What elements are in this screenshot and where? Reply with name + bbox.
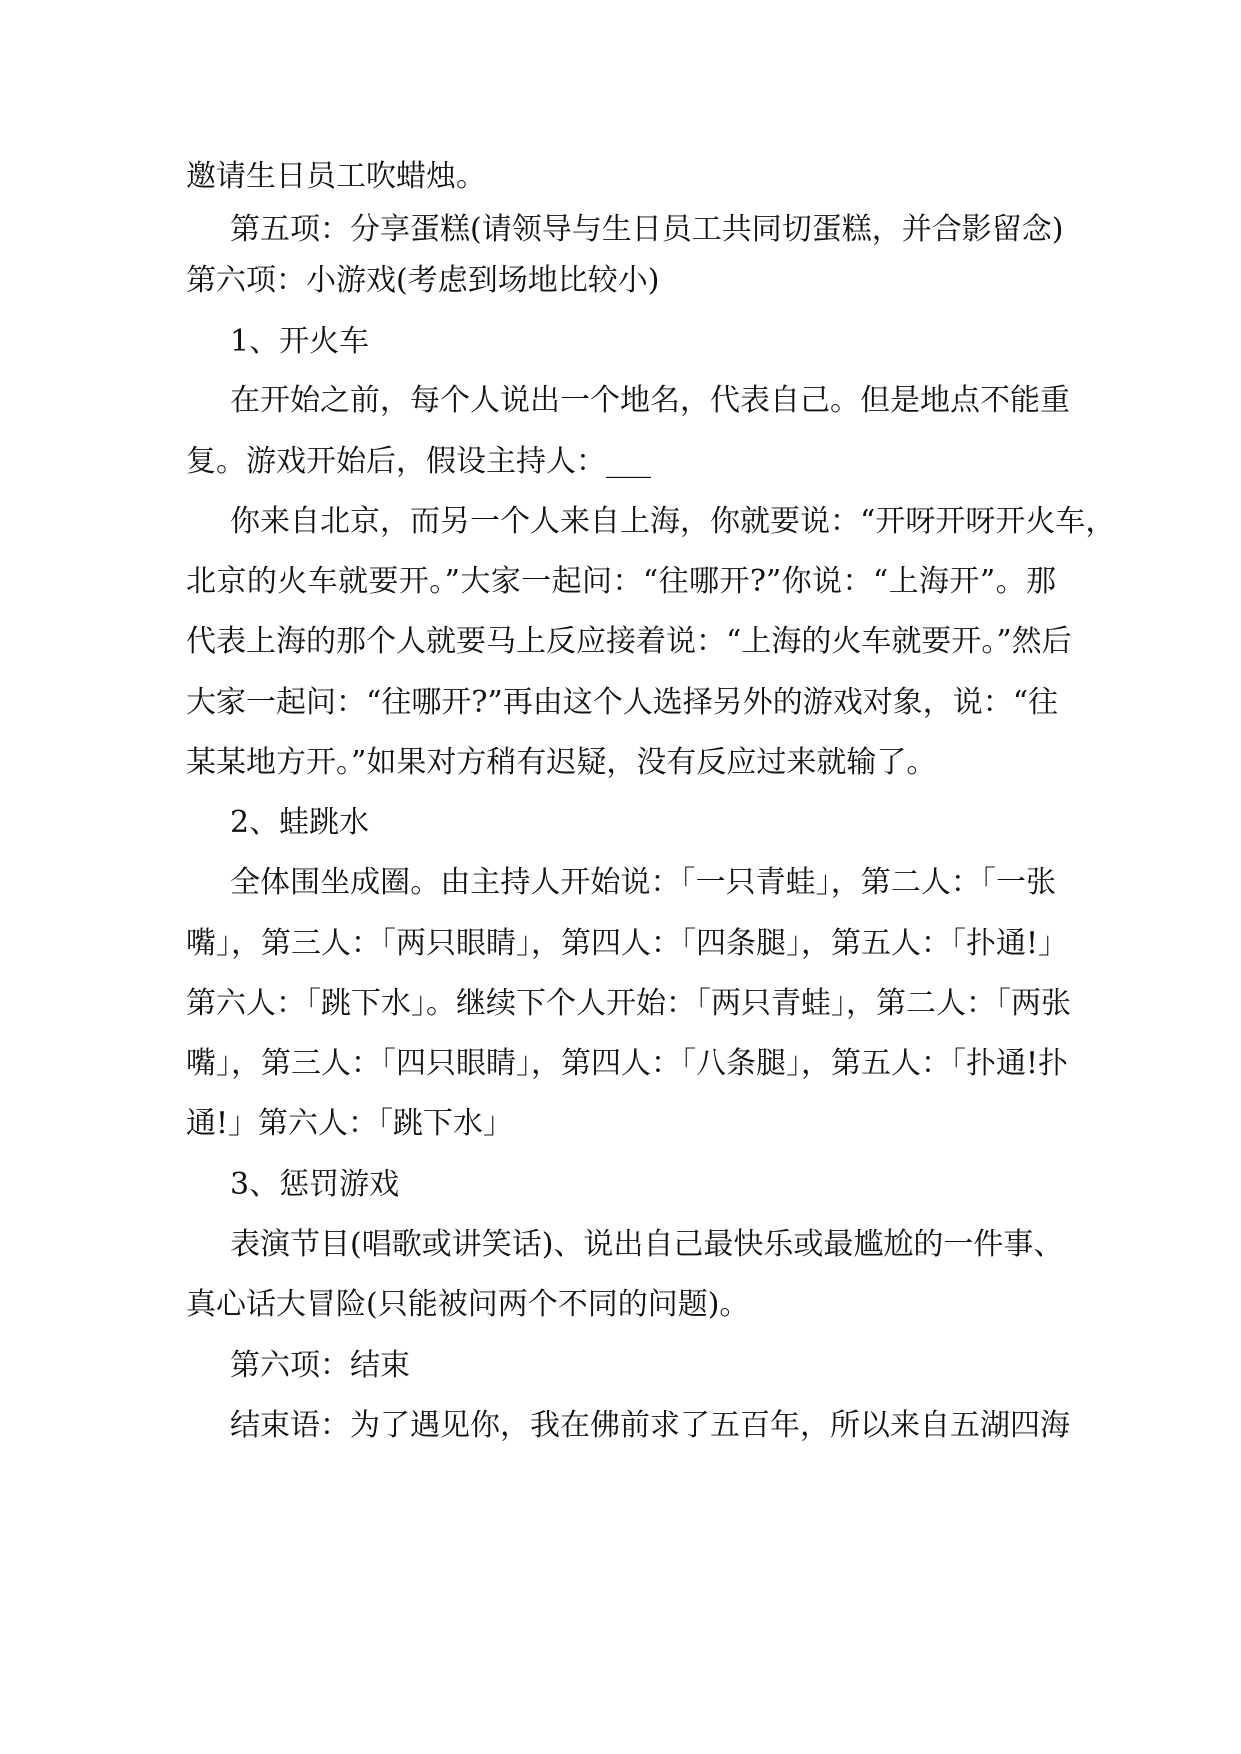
text-line: 结束语：为了遇见你，我在佛前求了五百年，所以来自五湖四海: [230, 1408, 1070, 1443]
text-line: 第六项：小游戏(考虑到场地比较小): [186, 263, 660, 298]
section-heading: 1、开火车: [230, 324, 370, 359]
text-line: 全体围坐成圈。由主持人开始说：「一只青蛙」，第二人：「一张: [230, 865, 1056, 900]
text-line: 第六人：「跳下水」。继续下个人开始：「两只青蛙」，第二人：「两张: [186, 986, 1071, 1021]
text-line: 嘴」，第三人：「两只眼睛」，第四人：「四条腿」，第五人：「扑通!」: [186, 926, 1069, 961]
text-line: 你来自北京，而另一个人来自上海，你就要说：“开呀开呀开火车，: [230, 504, 1116, 539]
text-line: 在开始之前，每个人说出一个地名，代表自己。但是地点不能重: [230, 383, 1070, 418]
section-heading: 2、蛙跳水: [230, 805, 370, 840]
section-heading: 第六项：结束: [230, 1348, 410, 1383]
text-line: 邀请生日员工吹蜡烛。: [186, 159, 486, 194]
text-line: 通!」第六人：「跳下水」: [186, 1106, 514, 1141]
text-line: 北京的火车就要开。”大家一起问：“往哪开?”你说：“上海开”。那: [186, 564, 1056, 599]
text-line: 代表上海的那个人就要马上反应接着说：“上海的火车就要开。”然后: [186, 624, 1072, 659]
text-line: 大家一起问：“往哪开?”再由这个人选择另外的游戏对象，说：“往: [186, 685, 1059, 720]
text-line: 复。游戏开始后，假设主持人：___: [186, 444, 651, 479]
text-line: 嘴」，第三人：「四只眼睛」，第四人：「八条腿」，第五人：「扑通!扑: [186, 1046, 1069, 1081]
text-line: 表演节目(唱歌或讲笑话)、说出自己最快乐或最尴尬的一件事、: [230, 1227, 1064, 1262]
section-heading: 3、惩罚游戏: [230, 1167, 400, 1202]
text-line: 某某地方开。”如果对方稍有迟疑，没有反应过来就输了。: [186, 745, 937, 780]
text-line: 第五项：分享蛋糕(请领导与生日员工共同切蛋糕，并合影留念): [230, 212, 1064, 247]
text-line: 真心话大冒险(只能被问两个不同的问题)。: [186, 1287, 750, 1322]
